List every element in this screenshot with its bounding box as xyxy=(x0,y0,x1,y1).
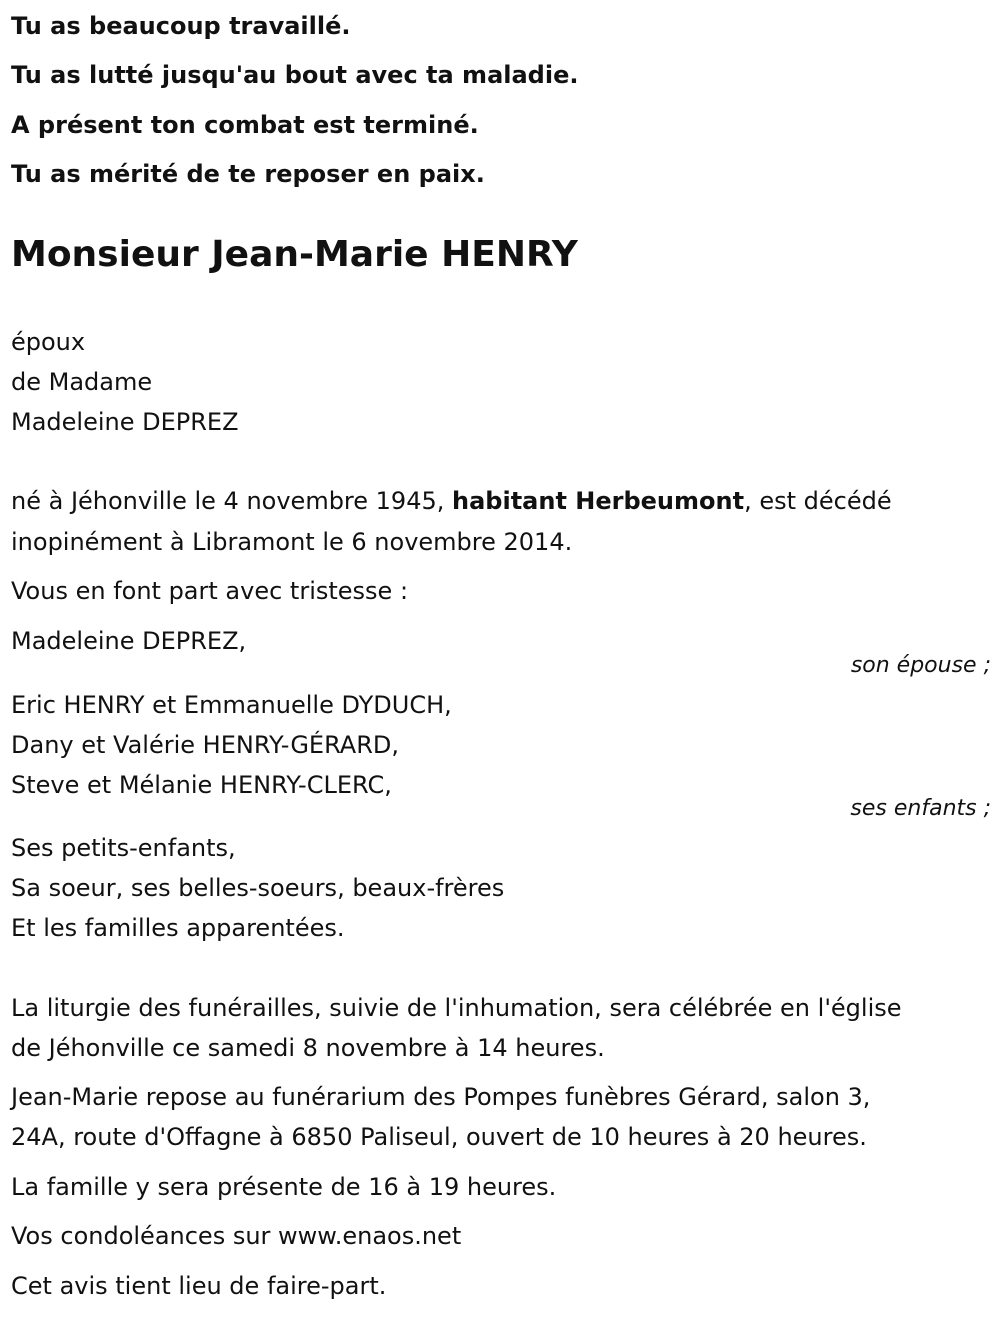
presence-line: La famille y sera présente de 16 à 19 heures. xyxy=(11,1173,557,1201)
liturgy-line: La liturgie des funérailles, suivie de l'inhumation, sera célébrée en l'église xyxy=(11,994,902,1022)
relatives-line: Et les familles apparentées. xyxy=(11,914,345,942)
spouse-line: Madeleine DEPREZ xyxy=(11,408,239,436)
poem-line: A présent ton combat est terminé. xyxy=(11,111,479,139)
poem-line: Tu as mérité de te reposer en paix. xyxy=(11,160,485,188)
birth-text: né à Jéhonville le 4 novembre 1945, xyxy=(11,487,452,515)
relatives-line: Sa soeur, ses belles-soeurs, beaux-frères xyxy=(11,874,505,902)
deceased-name: Monsieur Jean-Marie HENRY xyxy=(11,234,578,275)
condolences-line: Vos condoléances sur www.enaos.net xyxy=(11,1222,462,1250)
child-line: Steve et Mélanie HENRY-CLERC, xyxy=(11,771,392,799)
spouse-name: Madeleine DEPREZ, xyxy=(11,627,247,655)
notice-line: Cet avis tient lieu de faire-part. xyxy=(11,1272,387,1300)
birth-death-line xyxy=(11,486,892,516)
poem-line: Tu as beaucoup travaillé. xyxy=(11,12,351,40)
residence-text: habitant Herbeumont xyxy=(452,487,745,515)
poem-line: Tu as lutté jusqu'au bout avec ta maladie. xyxy=(11,61,579,89)
death-place-line: inopinément à Libramont le 6 novembre 2014. xyxy=(11,528,573,556)
relatives-line: Ses petits-enfants, xyxy=(11,834,236,862)
spouse-line: époux xyxy=(11,328,86,356)
spouse-role: son épouse ; xyxy=(850,653,991,678)
funerarium-line: Jean-Marie repose au funérarium des Pompes funèbres Gérard, salon 3, xyxy=(11,1083,871,1111)
liturgy-line: de Jéhonville ce samedi 8 novembre à 14 heures. xyxy=(11,1034,605,1062)
funerarium-line: 24A, route d'Offagne à 6850 Paliseul, ouvert de 10 heures à 20 heures. xyxy=(11,1123,867,1151)
spouse-line: de Madame xyxy=(11,368,153,396)
child-line: Dany et Valérie HENRY-GÉRARD, xyxy=(11,731,399,759)
death-text: , est décédé xyxy=(744,487,892,515)
children-role: ses enfants ; xyxy=(850,796,991,821)
child-line: Eric HENRY et Emmanuelle DYDUCH, xyxy=(11,691,452,719)
announcement: Vous en font part avec tristesse : xyxy=(11,577,409,605)
